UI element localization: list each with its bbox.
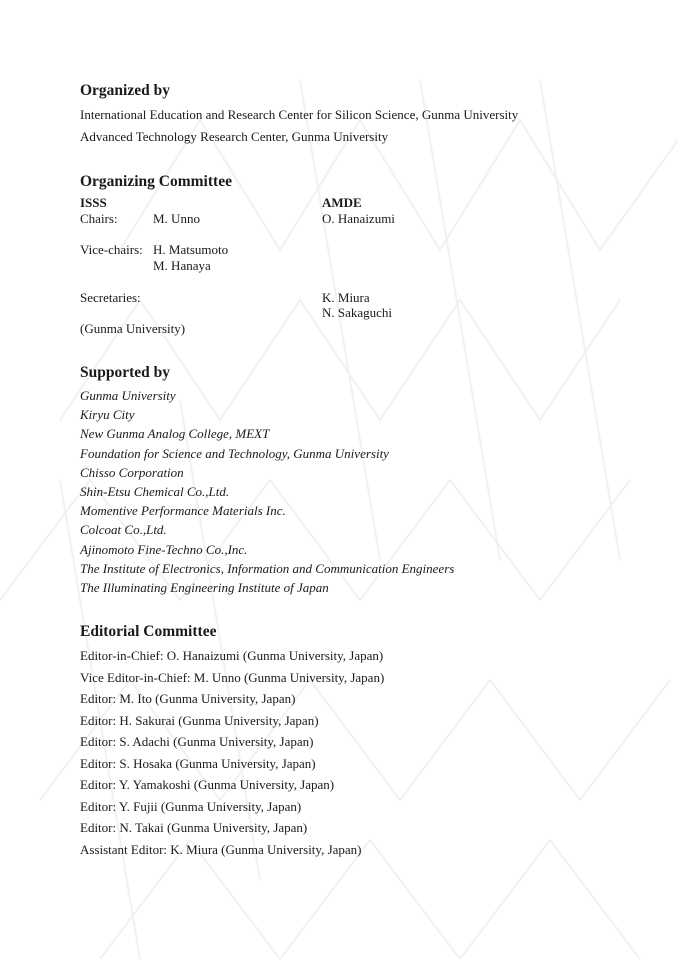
supporter-item: The Institute of Electronics, Information and Communication Engineers [80, 560, 455, 576]
organized-by-heading: Organized by [80, 82, 170, 99]
supporter-item: Foundation for Science and Technology, Gunma University [80, 445, 389, 461]
isss-chair: M. Unno [153, 211, 200, 226]
secretary: K. Miura [322, 290, 370, 305]
editorial-member: Editor: M. Ito (Gunma University, Japan) [80, 691, 296, 706]
supporter-item: Ajinomoto Fine-Techno Co.,Inc. [80, 541, 248, 557]
supported-by-heading: Supported by [80, 364, 171, 381]
supporter-item: Momentive Performance Materials Inc. [80, 503, 286, 519]
editorial-member: Editor: Y. Yamakoshi (Gunma University, Japan) [80, 777, 335, 792]
isss-label: ISSS [80, 195, 107, 210]
editorial-committee-section [80, 623, 384, 860]
supporter-item: Shin-Etsu Chemical Co.,Ltd. [80, 484, 230, 500]
editorial-member: Editor: H. Sakurai (Gunma University, Japan) [80, 712, 319, 728]
organizing-committee-heading: Organizing Committee [80, 173, 232, 190]
supporter-item: New Gunma Analog College, MEXT [80, 426, 270, 442]
editorial-member: Editor: S. Adachi (Gunma University, Japan) [80, 734, 314, 749]
supporter-item: The Illuminating Engineering Institute of Japan [80, 580, 329, 596]
vice-chair: M. Hanaya [153, 258, 211, 273]
chairs-label: Chairs: [80, 211, 118, 226]
editorial-member: Editor-in-Chief: O. Hanaizumi (Gunma University, Japan) [80, 648, 384, 663]
editorial-member: Assistant Editor: K. Miura (Gunma University, Japan) [80, 841, 362, 857]
committee-grid [80, 195, 660, 335]
editorial-member: Editor: N. Takai (Gunma University, Japan) [80, 820, 308, 835]
editorial-member: Editor: Y. Fujii (Gunma University, Japan) [80, 798, 302, 814]
editorial-member: Editor: S. Hosaka (Gunma University, Japan) [80, 755, 316, 771]
supported-by-section [80, 364, 454, 597]
amde-chair: O. Hanaizumi [322, 211, 395, 226]
supporter-item: Chisso Corporation [80, 464, 184, 480]
organizer-line: International Education and Research Center for Silicon Science, Gunma University [80, 107, 519, 122]
organized-by-section [80, 82, 518, 147]
supporter-item: Colcoat Co.,Ltd. [80, 522, 167, 538]
secretaries-label: Secretaries: [80, 290, 141, 305]
supporter-item: Gunma University [80, 388, 176, 403]
secretary: N. Sakaguchi [322, 305, 393, 320]
organizing-committee-section [80, 173, 660, 335]
editorial-member: Vice Editor-in-Chief: M. Unno (Gunma University, Japan) [80, 669, 385, 685]
supporter-item: Kiryu City [80, 407, 135, 423]
organizer-line: Advanced Technology Research Center, Gunma University [80, 128, 389, 144]
amde-label: AMDE [322, 195, 362, 210]
editorial-committee-heading: Editorial Committee [80, 623, 217, 640]
committee-affiliation: (Gunma University) [80, 321, 186, 336]
vice-chair: H. Matsumoto [153, 242, 229, 257]
vice-chairs-label: Vice-chairs: [80, 242, 143, 257]
